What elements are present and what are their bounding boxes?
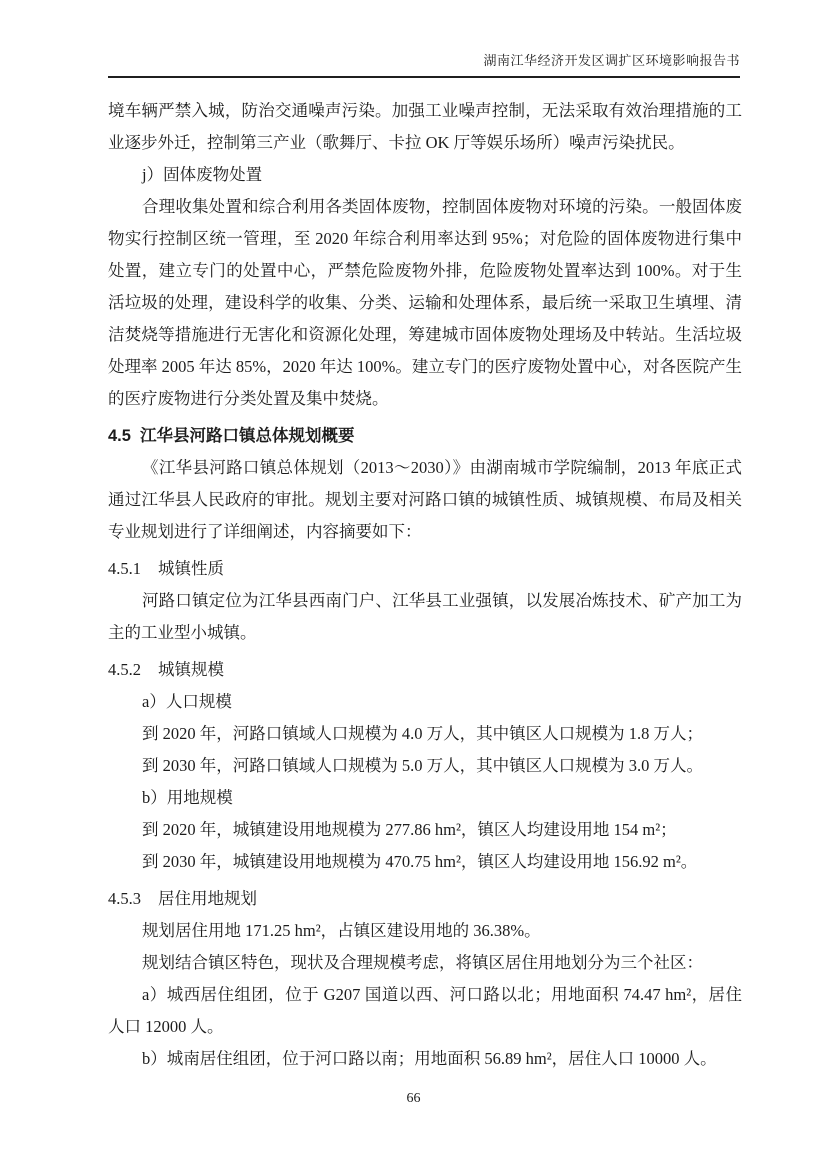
section-number: 4.5.1 [108, 559, 141, 578]
section-number: 4.5.3 [108, 889, 141, 908]
section-title: 城镇性质 [158, 559, 224, 578]
paragraph-solid-waste: 合理收集处置和综合利用各类固体废物，控制固体废物对环境的污染。一般固体废物实行控制区统一管理，至 2020 年综合利用率达到 95%；对危险的固体废物进行集中处置，建立专门的处置中心，严禁危险废物外排，危险废物处置率达到 100%。对于生活垃圾的处理，建设科学的收集、分类、运输和处理体系，最后统一采取卫生填埋、清洁焚烧等措施进行无害化和资源化处理，筹建城市固体废物处理场及中转站。生活垃圾处理率 2005 年达 85%，2020 年达 100%。建立专门的医疗废物处置中心，对各医院产生的医疗废物进行分类处置及集中焚烧。 [108, 197, 742, 408]
section-heading-4-5 [108, 420, 742, 452]
paragraph-communities-intro: 规划结合镇区特色，现状及合理规模考虑，将镇区居住用地划分为三个社区： [142, 953, 703, 972]
paragraph-population-2030: 到 2030 年，河路口镇域人口规模为 5.0 万人，其中镇区人口规模为 3.0 万人。 [142, 756, 703, 775]
header-rule [108, 76, 740, 78]
report-title: 湖南江华经济开发区调扩区环境影响报告书 [483, 53, 740, 68]
paragraph-land-2020: 到 2020 年，城镇建设用地规模为 277.86 hm²，镇区人均建设用地 154 m²； [142, 820, 677, 839]
section-heading-4-5-2 [108, 654, 742, 686]
list-item-j-solid-waste: j）固体废物处置 [142, 165, 263, 184]
section-number: 4.5.2 [108, 660, 141, 679]
section-number: 4.5 [108, 427, 131, 445]
paragraph-population-2020: 到 2020 年，河路口镇域人口规模为 4.0 万人，其中镇区人口规模为 1.8 万人； [142, 724, 703, 743]
paragraph-residential-area: 规划居住用地 171.25 hm²，占镇区建设用地的 36.38%。 [142, 921, 541, 940]
section-title: 居住用地规划 [158, 889, 257, 908]
section-heading-4-5-1 [108, 553, 742, 585]
paragraph-noise-control: 境车辆严禁入城，防治交通噪声污染。加强工业噪声控制，无法采取有效治理措施的工业逐步外迁，控制第三产业（歌舞厅、卡拉 OK 厅等娱乐场所）噪声污染扰民。 [108, 101, 742, 152]
document-body [108, 95, 742, 1075]
list-item-b-land: b）用地规模 [142, 788, 233, 807]
paragraph-community-south: b）城南居住组团，位于河口路以南；用地面积 56.89 hm²，居住人口 10000 人。 [142, 1049, 717, 1068]
paragraph-plan-intro: 《江华县河路口镇总体规划（2013～2030）》由湖南城市学院编制，2013 年底正式通过江华县人民政府的审批。规划主要对河路口镇的城镇性质、城镇规模、布局及相关专业规划进行了详细阐述，内容摘要如下： [108, 458, 742, 541]
paragraph-land-2030: 到 2030 年，城镇建设用地规模为 470.75 hm²，镇区人均建设用地 156.92 m²。 [142, 852, 698, 871]
running-header [108, 51, 740, 71]
section-heading-4-5-3 [108, 883, 742, 915]
section-title: 城镇规模 [158, 660, 224, 679]
page-number: 66 [406, 1091, 421, 1106]
list-item-a-population: a）人口规模 [142, 692, 232, 711]
paragraph-community-west: a）城西居住组团，位于 G207 国道以西、河口路以北；用地面积 74.47 hm²，居住人口 12000 人。 [108, 985, 742, 1036]
page-footer [0, 1089, 827, 1109]
paragraph-town-nature: 河路口镇定位为江华县西南门户、江华县工业强镇，以发展冶炼技术、矿产加工为主的工业型小城镇。 [108, 591, 742, 642]
section-title: 江华县河路口镇总体规划概要 [139, 427, 355, 445]
